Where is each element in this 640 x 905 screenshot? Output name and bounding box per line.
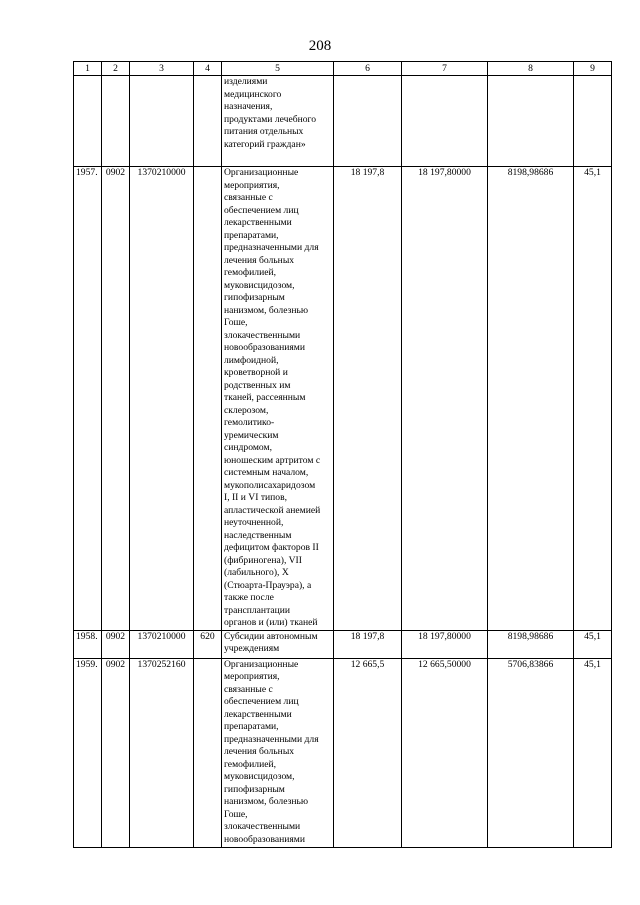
expense-type: 620	[194, 630, 222, 658]
refined-amount: 18 197,80000	[402, 630, 488, 658]
execution-percent: 45,1	[574, 658, 612, 847]
row-number: 1959.	[74, 658, 102, 847]
table-row	[74, 658, 612, 847]
section-code: 0902	[102, 658, 130, 847]
header-cell: 3	[130, 62, 194, 76]
execution-percent: 45,1	[574, 630, 612, 658]
plan-amount: 18 197,8	[334, 630, 402, 658]
plan-amount	[334, 76, 402, 167]
section-code	[102, 76, 130, 167]
header-cell: 9	[574, 62, 612, 76]
target-article: 1370210000	[130, 630, 194, 658]
section-code: 0902	[102, 630, 130, 658]
item-name: изделиями медицинского назначения, продуктами лечебного питания отдельных категорий граждан»	[222, 76, 334, 167]
executed-amount: 8198,98686	[488, 167, 574, 631]
execution-percent	[574, 76, 612, 167]
header-cell: 2	[102, 62, 130, 76]
section-code: 0902	[102, 167, 130, 631]
refined-amount: 18 197,80000	[402, 167, 488, 631]
expense-type	[194, 167, 222, 631]
executed-amount: 8198,98686	[488, 630, 574, 658]
header-cell: 7	[402, 62, 488, 76]
item-name: Субсидии автономным учреждениям	[222, 630, 334, 658]
executed-amount: 5706,83866	[488, 658, 574, 847]
item-name: Организационные мероприятия, связанные с обеспечением лиц лекарственными препаратами, предназначенными для лечения больных гемофилией, муковисцидозом, гипофизарным нанизмом, болезнью Гоше, злокачественными новообразованиями	[222, 658, 334, 847]
table-row	[74, 167, 612, 631]
header-cell: 8	[488, 62, 574, 76]
target-article	[130, 76, 194, 167]
row-number	[74, 76, 102, 167]
header-cell: 1	[74, 62, 102, 76]
execution-percent: 45,1	[574, 167, 612, 631]
plan-amount: 18 197,8	[334, 167, 402, 631]
table-row	[74, 630, 612, 658]
expense-type	[194, 76, 222, 167]
executed-amount	[488, 76, 574, 167]
table-row	[74, 76, 612, 167]
row-number: 1958.	[74, 630, 102, 658]
header-cell: 6	[334, 62, 402, 76]
page-number: 208	[308, 38, 332, 54]
item-name: Организационные мероприятия, связанные с обеспечением лиц лекарственными препаратами, предназначенными для лечения больных гемофилией, муковисцидозом, гипофизарным нанизмом, болезнью Гоше, злокачественными новообразованиями лимфоидной, кроветворной и родственных им тканей, рассеянным склерозом, гемолитико- уремическим синдромом, юношеским артритом с системным началом, мукополисахаридозом I, II и VI типов, апластической анемией неуточненной, наследственным дефицитом факторов II (фибриногена), VII (лабильного), X (Стюарта-Прауэра), а также после трансплантации органов и (или) тканей	[222, 167, 334, 631]
target-article: 1370252160	[130, 658, 194, 847]
plan-amount: 12 665,5	[334, 658, 402, 847]
budget-table	[73, 61, 612, 848]
refined-amount: 12 665,50000	[402, 658, 488, 847]
header-cell: 4	[194, 62, 222, 76]
table-header-row	[74, 62, 612, 76]
refined-amount	[402, 76, 488, 167]
header-cell: 5	[222, 62, 334, 76]
expense-type	[194, 658, 222, 847]
target-article: 1370210000	[130, 167, 194, 631]
row-number: 1957.	[74, 167, 102, 631]
